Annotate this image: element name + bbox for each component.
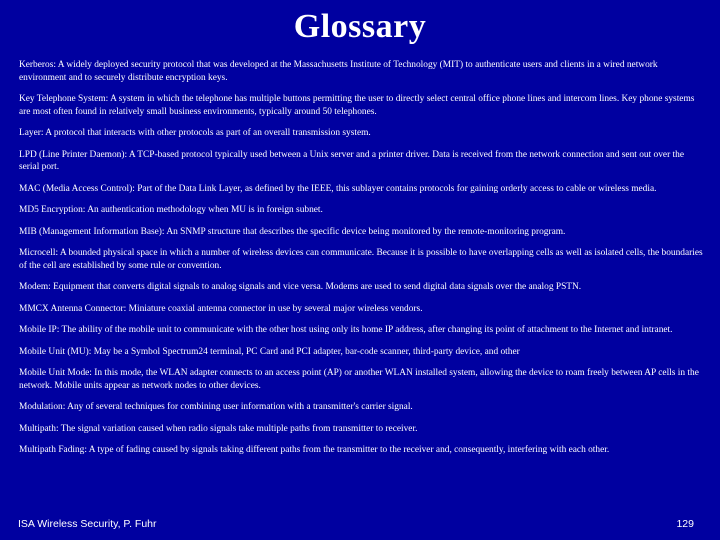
glossary-entry-lpd: LPD (Line Printer Daemon): A TCP-based protocol typically used between a Unix server and a printer driver. Data is received from the network connection and sent out over the serial port. bbox=[19, 149, 684, 172]
glossary-entry-mobile-unit: Mobile Unit (MU): May be a Symbol Spectrum24 terminal, PC Card and PCI adapter, bar-code scanner, third-party device, and other bbox=[19, 346, 520, 357]
glossary-entry-key-telephone-system: Key Telephone System: A system in which the telephone has multiple buttons permitting the user to directly select central office phone lines and intercom lines. Key phone systems are most often found in relatively small business environments, typically around 50 telephones. bbox=[19, 94, 695, 117]
glossary-entry-modem: Modem: Equipment that converts digital signals to analog signals and vice versa. Modems are used to send digital data signals over the analog PSTN. bbox=[19, 282, 582, 292]
glossary-list bbox=[19, 59, 703, 466]
glossary-entry-mmcx-antenna-connector: MMCX Antenna Connector: Miniature coaxial antenna connector in use by several major wireless vendors. bbox=[19, 303, 423, 314]
footer-author: ISA Wireless Security, P. Fuhr bbox=[18, 518, 157, 530]
glossary-entry-mib: MIB (Management Information Base): An SNMP structure that describes the specific device being monitored by the remote-monitoring program. bbox=[19, 226, 566, 237]
glossary-entry-layer: Layer: A protocol that interacts with other protocols as part of an overall transmission system. bbox=[19, 128, 371, 138]
glossary-entry-microcell: Microcell: A bounded physical space in which a number of wireless devices can communicate. Because it is possible to have overlapping cells as well as isolated cells, the boundaries of the cell are established by some rule or convention. bbox=[19, 248, 703, 271]
slide-title: Glossary bbox=[293, 8, 427, 45]
glossary-entry-mobile-unit-mode: Mobile Unit Mode: In this mode, the WLAN adapter connects to an access point (AP) or another WLAN installed system, allowing the device to roam freely between AP cells in the network. Mobile units appear as network nodes to other devices. bbox=[19, 368, 699, 391]
glossary-entry-kerberos: Kerberos: A widely deployed security protocol that was developed at the Massachusetts Institute of Technology (MIT) to authenticate users and clients in a wired network environment and to securely distribute encryption keys. bbox=[19, 60, 658, 83]
glossary-entry-md5-encryption: MD5 Encryption: An authentication methodology when MU is in foreign subnet. bbox=[19, 205, 323, 215]
glossary-entry-mobile-ip: Mobile IP: The ability of the mobile unit to communicate with the other host using only its home IP address, after changing its point of attachment to the Internet and intranet. bbox=[19, 325, 673, 335]
glossary-entry-multipath: Multipath: The signal variation caused when radio signals take multiple paths from transmitter to receiver. bbox=[19, 423, 418, 434]
glossary-entry-modulation: Modulation: Any of several techniques for combining user information with a transmitter's carrier signal. bbox=[19, 402, 413, 412]
page-number: 129 bbox=[676, 518, 694, 530]
glossary-entry-mac: MAC (Media Access Control): Part of the Data Link Layer, as defined by the IEEE, this sublayer contains protocols for gaining orderly access to cable or wireless media. bbox=[19, 183, 657, 194]
glossary-entry-multipath-fading: Multipath Fading: A type of fading caused by signals taking different paths from the transmitter to the receiver and, consequently, interfering with each other. bbox=[19, 445, 610, 455]
